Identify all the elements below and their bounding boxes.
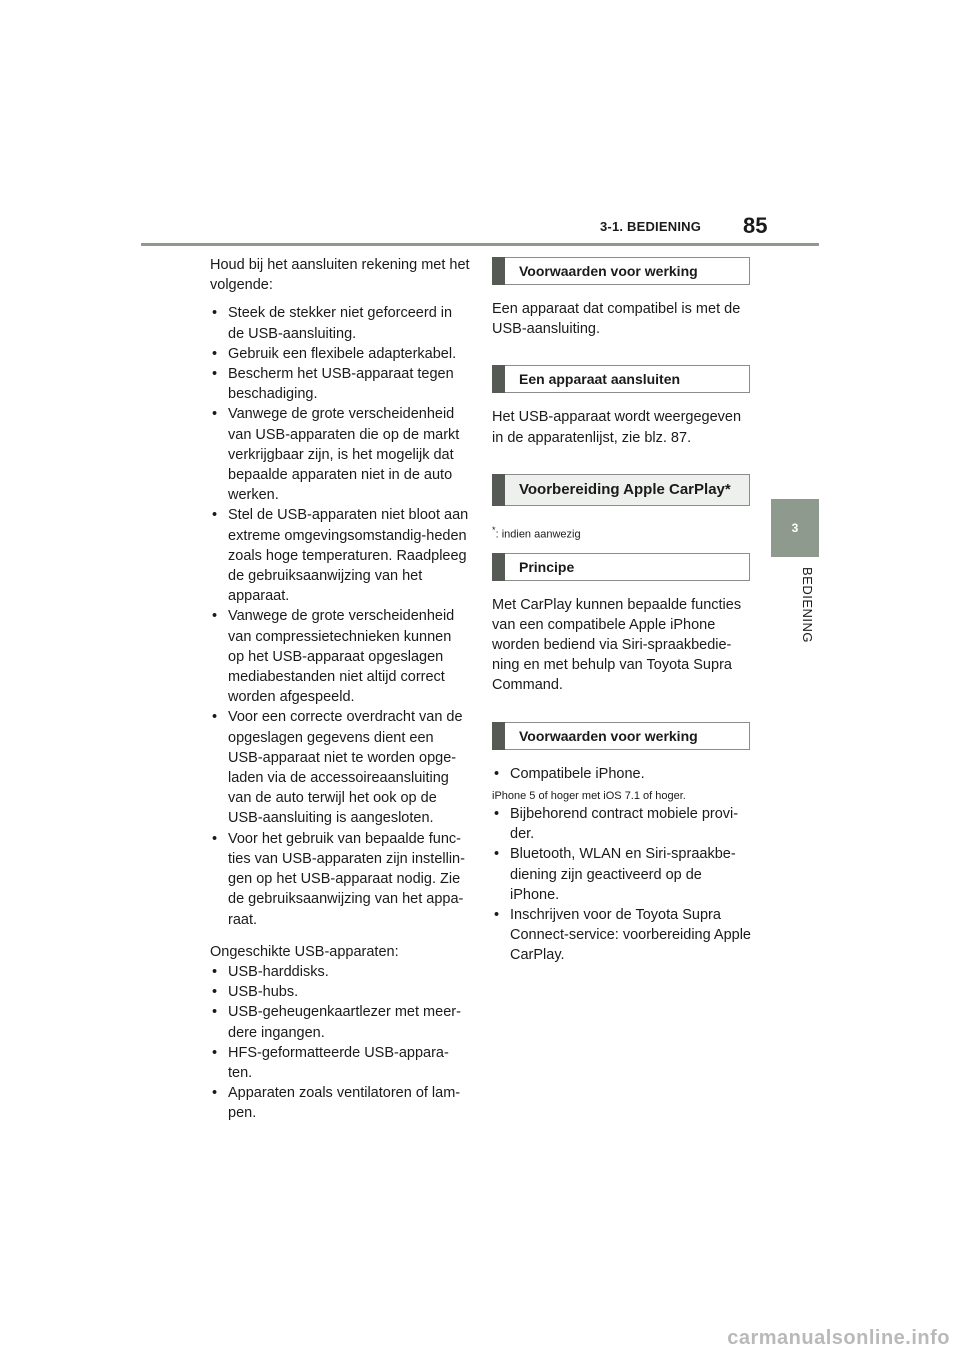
connect-intro: Houd bij het aansluiten rekening met het volgende: [210, 257, 470, 294]
carplay-requirements-list [492, 764, 754, 784]
list-item: • USB-harddisks. [210, 962, 470, 982]
principle-text: Met CarPlay kunnen bepaalde functies van een compatibele Apple iPhone worden bediend via Siri-spraakbedie-ning en met behulp van Toyota Supra Command. [492, 596, 742, 694]
heading-bar [492, 474, 505, 506]
list-item: • Steek de stekker niet geforceerd in de USB-aansluiting. [210, 303, 470, 343]
requirements-text: Een apparaat dat compatibel is met de USB-aansluiting. [492, 301, 741, 338]
section-heading-carplay [492, 474, 750, 506]
left-column [210, 255, 470, 1132]
section-heading-carplay-requirements [492, 722, 750, 750]
footnote-mark: * [492, 524, 496, 535]
iphone-note: iPhone 5 of hoger met iOS 7.1 of hoger. [492, 789, 686, 802]
heading-text: Een apparaat aansluiten [519, 371, 681, 388]
chapter-tab[interactable] [771, 499, 819, 557]
list-item: • Voor het gebruik van bepaalde func-ties van USB-apparaten zijn instellin-gen op het USB-apparaat nodig. Zie de gebruiksaanwijzing van het appa-raat. [210, 829, 470, 930]
carplay-requirements-list-2 [492, 804, 754, 966]
heading-bar [492, 365, 505, 393]
chapter-tab-number: 3 [791, 521, 799, 535]
unsuitable-intro: Ongeschikte USB-apparaten: [210, 943, 399, 960]
heading-text: Principe [519, 558, 575, 575]
list-item: • Bescherm het USB-apparaat tegen beschadiging. [210, 364, 470, 404]
watermark: carmanualsonline.info [727, 1327, 950, 1349]
section-heading-requirements [492, 257, 750, 285]
list-item: • Gebruik een flexibele adapterkabel. [210, 344, 470, 364]
unsuitable-list [210, 962, 470, 1124]
list-item: • USB-hubs. [210, 982, 470, 1002]
list-item: • HFS-geformatteerde USB-appara-ten. [210, 1043, 470, 1083]
list-item: • Bijbehorend contract mobiele provi-der. [492, 804, 754, 844]
chapter-tab-label: BEDIENING [800, 567, 815, 644]
heading-text: Voorwaarden voor werking [519, 727, 698, 744]
right-column [492, 257, 754, 974]
footnote [492, 520, 754, 545]
section-title: 3-1. BEDIENING [600, 219, 702, 234]
list-item: • USB-geheugenkaartlezer met meer-dere ingangen. [210, 1002, 470, 1042]
footnote-text: : indien aanwezig [495, 528, 581, 541]
list-item: • Vanwege de grote verscheidenheid van compressietechnieken kunnen op het USB-apparaat opgeslagen mediabestanden niet altijd correct worden afgespeeld. [210, 606, 470, 707]
list-item: • Compatibele iPhone. [492, 764, 754, 784]
connect-device-text: Het USB-apparaat wordt weergegeven in de apparatenlijst, zie blz. 87. [492, 409, 742, 446]
list-item: • Stel de USB-apparaten niet bloot aan extreme omgevingsomstandig-heden zoals hoge temperaturen. Raadpleeg de gebruiksaanwijzing van het apparaat. [210, 505, 470, 606]
list-item: • Bluetooth, WLAN en Siri-spraakbe-diening zijn geactiveerd op de iPhone. [492, 844, 754, 905]
list-item: • Voor een correcte overdracht van de opgeslagen gegevens dient een USB-apparaat niet te worden opge-laden via de accessoireaansluiting van de auto terwijl het ook op de USB-aansluiting is aangesloten. [210, 707, 470, 828]
header-divider [141, 243, 819, 246]
list-item: • Vanwege de grote verscheidenheid van USB-apparaten die op de markt verkrijgbaar zijn, is het mogelijk dat bepaalde apparaten niet in de auto werken. [210, 404, 470, 505]
heading-text: Voorbereiding Apple CarPlay* [519, 480, 731, 498]
list-item: • Inschrijven voor de Toyota Supra Connect-service: voorbereiding Apple CarPlay. [492, 905, 754, 966]
list-item: • Apparaten zoals ventilatoren of lam-pen. [210, 1083, 470, 1123]
connect-bullet-list [210, 303, 470, 929]
heading-text: Voorwaarden voor werking [519, 262, 698, 279]
heading-bar [492, 257, 505, 285]
heading-bar [492, 722, 505, 750]
page-number: 85 [743, 213, 768, 238]
section-heading-principle [492, 553, 750, 581]
section-heading-connect-device [492, 365, 750, 393]
heading-bar [492, 553, 505, 581]
